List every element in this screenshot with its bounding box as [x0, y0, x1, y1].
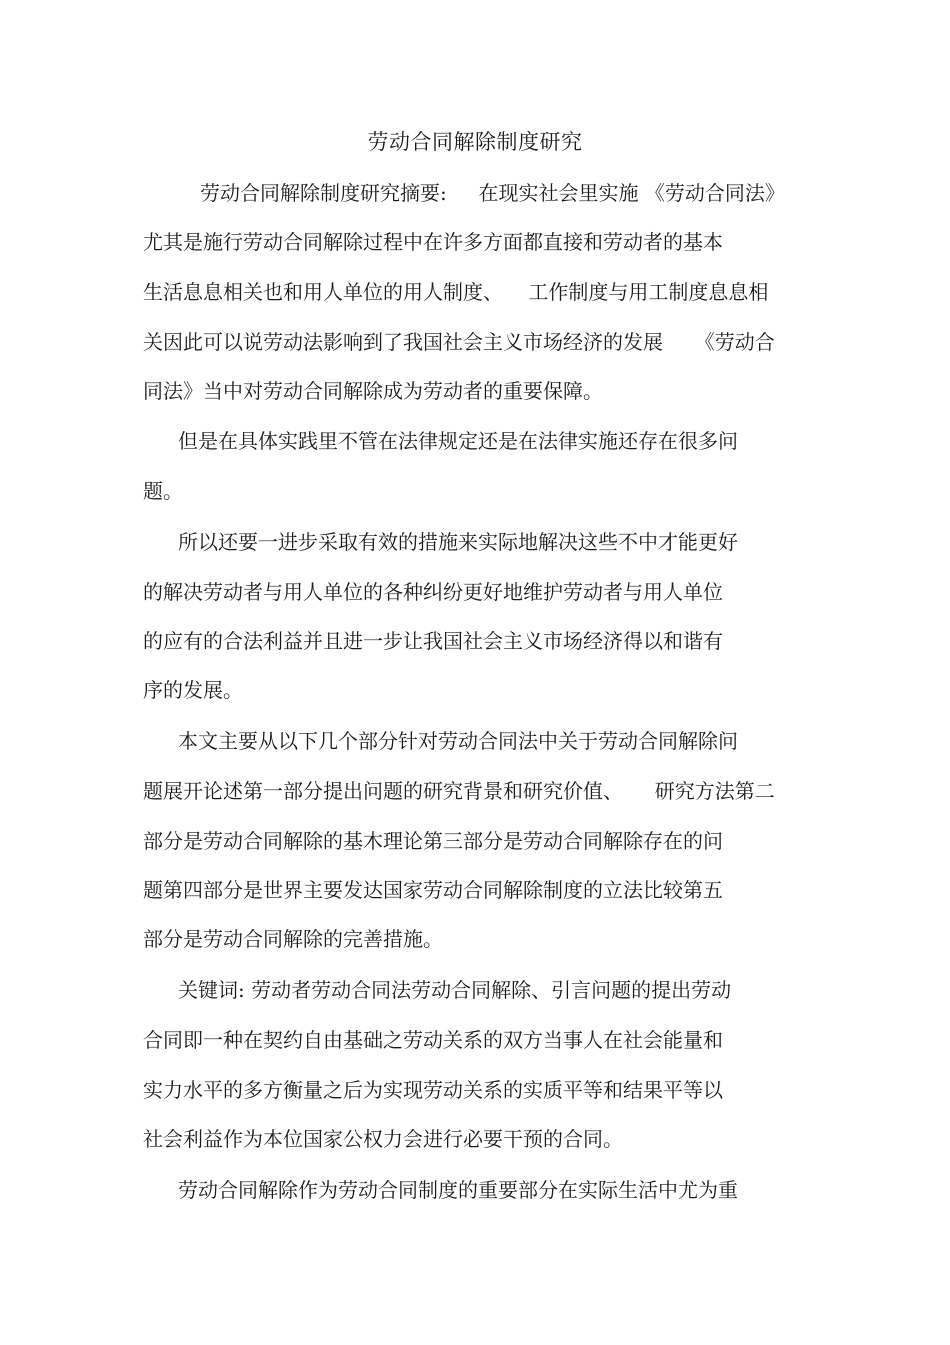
body-line: 实力水平的多方衡量之后为实现劳动关系的实质平等和结果平等以 [143, 1078, 723, 1102]
body-line: 生活息息相关也和用人单位的用人制度、 工作制度与用工制度息息相 [143, 280, 769, 304]
body-line: 同法》当中对劳动合同解除成为劳动者的重要保障。 [143, 379, 603, 403]
document-title: 劳动合同解除制度研究 [367, 130, 583, 154]
body-line: 劳动合同解除作为劳动合同制度的重要部分在实际生活中尤为重 [178, 1178, 738, 1202]
body-line: 题。 [143, 479, 183, 503]
body-line: 题展开论述第一部分提出问题的研究背景和研究价值、 研究方法第二 [143, 779, 775, 803]
body-line: 本文主要从以下几个部分针对劳动合同法中关于劳动合同解除问 [178, 729, 738, 753]
body-line: 的应有的合法利益并且进一步让我国社会主义市场经济得以和谐有 [143, 629, 723, 653]
body-line: 的解决劳动者与用人单位的各种纠纷更好地维护劳动者与用人单位 [143, 580, 723, 604]
body-line: 部分是劳动合同解除的完善措施。 [143, 927, 443, 951]
body-line: 题第四部分是世界主要发达国家劳动合同解除制度的立法比较第五 [143, 878, 723, 902]
body-line: 尤其是施行劳动合同解除过程中在许多方面都直接和劳动者的基本 [143, 230, 723, 254]
body-line: 关因此可以说劳动法影响到了我国社会主义市场经济的发展 《劳动合 [143, 330, 775, 354]
body-line: 所以还要一进步采取有效的措施来实际地解决这些不中才能更好 [178, 530, 738, 554]
body-line: 关键词: 劳动者劳动合同法劳动合同解除、引言问题的提出劳动 [178, 978, 732, 1002]
body-line: 序的发展。 [143, 678, 243, 702]
body-line: 合同即一种在契约自由基础之劳动关系的双方当事人在社会能量和 [143, 1028, 723, 1052]
body-line: 社会利益作为本位国家公权力会进行必要干预的合同。 [143, 1127, 623, 1151]
body-line: 部分是劳动合同解除的基木理论第三部分是劳动合同解除存在的问 [143, 829, 723, 853]
body-line: 但是在具体实践里不管在法律规定还是在法律实施还存在很多问 [178, 429, 738, 453]
body-line: 劳动合同解除制度研究摘要: 在现实社会里实施 《劳动合同法》 [200, 181, 785, 205]
